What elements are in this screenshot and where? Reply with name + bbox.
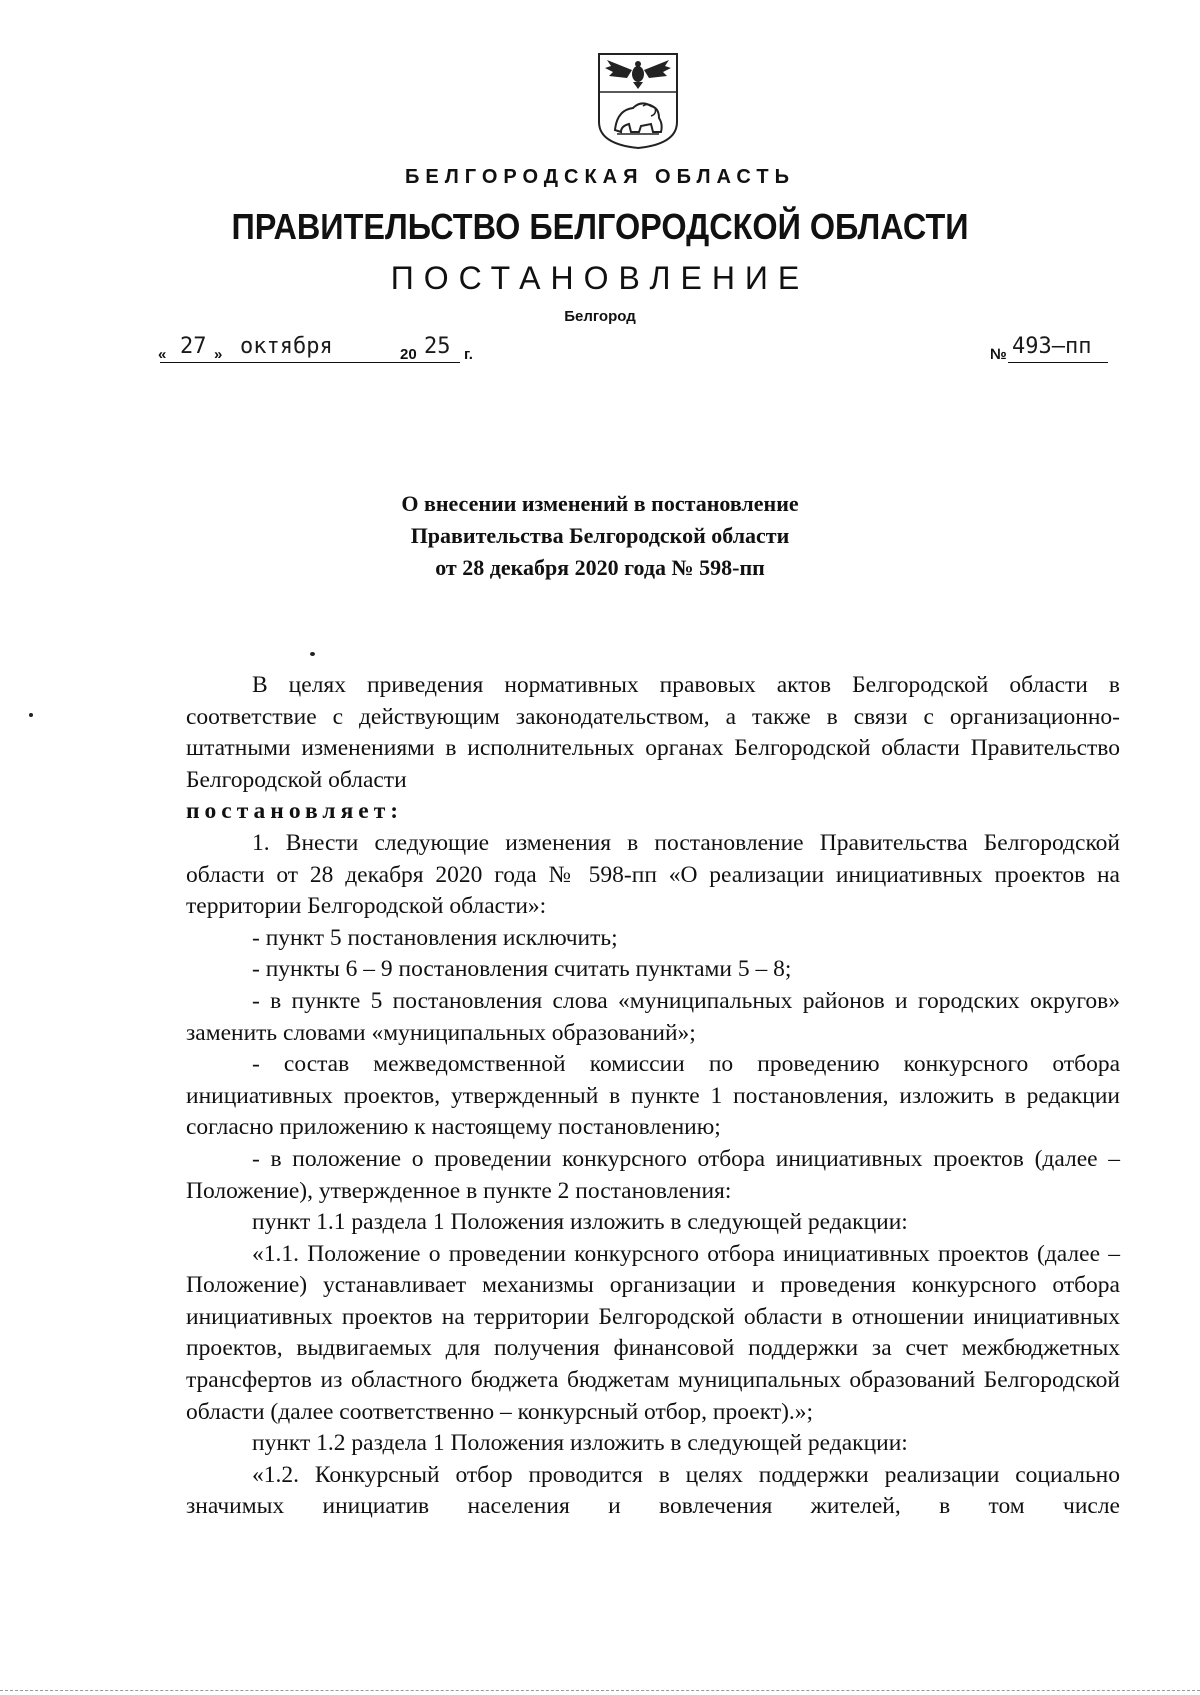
government-name: ПРАВИТЕЛЬСТВО БЕЛГОРОДСКОЙ ОБЛАСТИ bbox=[231, 206, 969, 247]
paragraph-preamble: В целях приведения нормативных правовых актов Белгородской области в соответствие с действующим законодательством, а также в связи с организационно-штатными изменениями в исполнительных органах Белгородской области Правительство Белгородской области постановляет: bbox=[186, 672, 1120, 825]
date-month: октября bbox=[240, 334, 333, 359]
paragraph-clause-1-1-intro: пункт 1.1 раздела 1 Положения изложить в следующей редакции: bbox=[252, 1209, 908, 1236]
paragraph-dash-1: - пункт 5 постановления исключить; bbox=[252, 924, 618, 951]
resolves-word: постановляет bbox=[186, 798, 391, 825]
number-label: № bbox=[990, 346, 1007, 363]
paragraph-dash-2: - пункты 6 – 9 постановления считать пунктами 5 – 8; bbox=[252, 956, 792, 983]
paragraph-dash-3: - в пункте 5 постановления слова «муниципальных районов и городских округов» заменить словами «муниципальных образований»; bbox=[186, 987, 1120, 1046]
paragraph-clause-1-1: «1.1. Положение о проведении конкурсного отбора инициативных проектов (далее – Положение) устанавливает механизмы организации и проведения конкурсного отбора инициативных проектов на территории Белгородской области в отношении инициативных проектов, выдвигаемых для получения финансовой поддержки за счет межбюджетных трансфертов из областного бюджета бюджетам муниципальных образований Белгородской области (далее соответственно – конкурсный отбор, проект).»; bbox=[186, 1240, 1120, 1425]
number-underline bbox=[1008, 362, 1108, 363]
scan-speck bbox=[310, 652, 315, 656]
paragraph-clause-1-2-intro: пункт 1.2 раздела 1 Положения изложить в следующей редакции: bbox=[252, 1430, 908, 1457]
number-value: 493–пп bbox=[1012, 334, 1092, 359]
paragraph-dash-4: - состав межведомственной комиссии по проведению конкурсного отбора инициативных проектов, утвержденный в пункте 1 постановления, изложить в редакции согласно приложению к настоящему постановлению; bbox=[186, 1051, 1120, 1141]
scan-edge bbox=[0, 1690, 1200, 1691]
date-year: 25 bbox=[424, 334, 451, 359]
coat-of-arms-emblem bbox=[597, 52, 679, 150]
document-type: ПОСТАНОВЛЕНИЕ bbox=[390, 260, 810, 296]
date-close-quote: » bbox=[214, 346, 223, 363]
date-day: 27 bbox=[180, 334, 207, 359]
region-name: БЕЛГОРОДСКАЯ ОБЛАСТЬ bbox=[405, 166, 795, 188]
paragraph-clause-1-2: «1.2. Конкурсный отбор проводится в целях поддержки реализации социально значимых инициатив населения и вовлечения жителей, в том числе bbox=[186, 1461, 1120, 1520]
document-title bbox=[0, 488, 1200, 584]
scan-speck bbox=[29, 713, 33, 717]
date-open-quote: « bbox=[158, 346, 167, 363]
date-year-prefix: 20 bbox=[400, 346, 417, 363]
document-body bbox=[186, 670, 1120, 1523]
date-year-suffix: г. bbox=[464, 346, 473, 363]
paragraph-dash-5: - в положение о проведении конкурсного отбора инициативных проектов (далее – Положение), утвержденное в пункте 2 постановления: bbox=[186, 1145, 1120, 1204]
title-line-3: от 28 декабря 2020 года № 598-пп bbox=[435, 555, 765, 580]
city-name: Белгород bbox=[564, 308, 636, 325]
title-line-2: Правительства Белгородской области bbox=[410, 523, 790, 548]
paragraph-item-1: 1. Внести следующие изменения в постановление Правительства Белгородской области от 28 декабря 2020 года № 598-пп «О реализации инициативных проектов на территории Белгородской области»: bbox=[186, 829, 1120, 920]
title-line-1: О внесении изменений в постановление bbox=[401, 491, 799, 516]
date-underline bbox=[160, 362, 460, 363]
